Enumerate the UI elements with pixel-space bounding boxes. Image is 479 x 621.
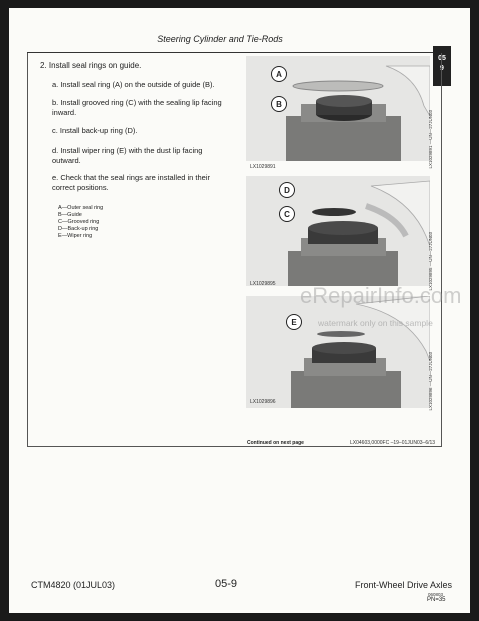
page-header-title: Steering Cylinder and Tie-Rods	[157, 34, 283, 44]
callout-E: E	[286, 314, 302, 330]
legend-item: B—Guide	[58, 212, 82, 218]
substep-a: a. Install seal ring (A) on the outside of guide (B).	[52, 80, 215, 89]
callout-D: D	[279, 182, 295, 198]
figure-1-ref: LX1029891	[250, 164, 276, 170]
section-tab-line2: 9	[440, 65, 444, 72]
figure-2-code: LX1029895 —UN—27JUN03	[428, 232, 433, 291]
continued-note: Continued on next page	[247, 440, 304, 446]
callout-B: B	[271, 96, 287, 112]
callout-C: C	[279, 206, 295, 222]
section-tab-line1: 05	[438, 55, 446, 62]
figure-2-photo	[246, 176, 430, 286]
footer-page-number: 05-9	[215, 578, 238, 590]
substep-c: c. Install back-up ring (D).	[52, 126, 138, 135]
figure-3-photo	[246, 296, 430, 408]
legend-item: E—Wiper ring	[58, 233, 93, 239]
callout-A: A	[271, 66, 287, 82]
legend-item: C—Grooved ring	[58, 219, 100, 225]
substep-b: b. Install grooved ring (C) with the sealing lip facing inward.	[52, 98, 222, 117]
footer-section-title: Front-Wheel Drive Axles	[355, 580, 453, 590]
figure-3-code: LX1029896 —UN—27JUN03	[428, 352, 433, 411]
figure-3-ref: LX1029896	[250, 399, 276, 405]
procedure-step: 2. Install seal rings on guide.	[40, 61, 142, 70]
footer-manual-id: CTM4820 (01JUL03)	[31, 580, 116, 590]
figure-1-code: LX1029891 —UN—27JUN03	[428, 110, 433, 169]
footer-pn: PN=35	[427, 597, 446, 603]
legend-item: D—Back-up ring	[58, 226, 99, 232]
figure-3-illustration	[246, 296, 430, 408]
figure-2-illustration	[246, 176, 430, 286]
figure-2-ref: LX1029895	[250, 281, 276, 287]
watermark-note: watermark only on this sample	[318, 318, 433, 328]
substep-e: e. Check that the seal rings are installed in their correct positions.	[52, 173, 211, 192]
footer-date-code: 060803	[428, 592, 444, 597]
legend-item: A—Outer seal ring	[58, 205, 104, 211]
document-code: LX04603,0000FC –19–01JUN03–6/13	[350, 440, 436, 446]
parts-legend	[58, 205, 103, 240]
substep-d: d. Install wiper ring (E) with the dust lip facing outward.	[52, 146, 203, 165]
watermark-site: eRepairInfo.com	[300, 283, 462, 308]
